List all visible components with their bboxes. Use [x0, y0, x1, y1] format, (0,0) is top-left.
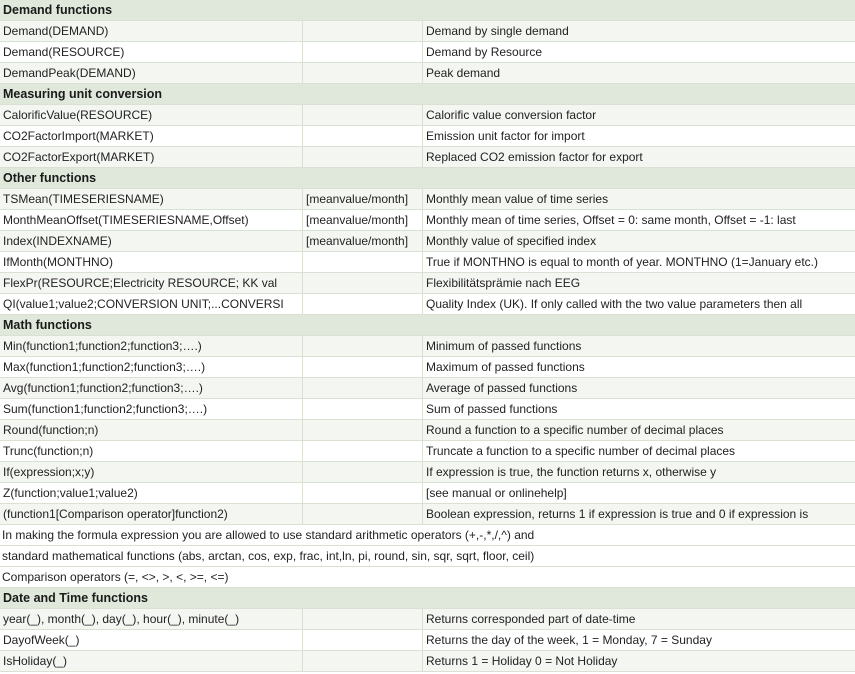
function-description: Monthly value of specified index: [426, 234, 597, 248]
function-name: Trunc(function;n): [0, 441, 303, 461]
function-unit: [meanvalue/month]: [303, 189, 423, 209]
function-unit: [303, 294, 423, 314]
function-row[interactable]: [0, 126, 855, 147]
function-unit: [303, 147, 423, 167]
function-row[interactable]: [0, 273, 855, 294]
function-unit: [303, 399, 423, 419]
function-description: Peak demand: [426, 66, 501, 80]
function-description: [see manual or onlinehelp]: [426, 486, 567, 500]
function-name: CalorificValue(RESOURCE): [0, 105, 303, 125]
section-header-date-and-time-functions: [0, 588, 855, 609]
function-unit: [303, 441, 423, 461]
section-title: Date and Time functions: [3, 591, 148, 605]
function-unit: [303, 126, 423, 146]
section-header-demand-functions: [0, 0, 855, 21]
function-row[interactable]: [0, 336, 855, 357]
function-unit: [303, 357, 423, 377]
function-description: Monthly mean value of time series: [426, 192, 609, 206]
function-unit: [303, 462, 423, 482]
function-name: FlexPr(RESOURCE;Electricity RESOURCE; KK val: [0, 273, 303, 293]
function-unit: [303, 273, 423, 293]
function-description: Truncate a function to a specific number of decimal places: [426, 444, 736, 458]
function-name: Z(function;value1;value2): [0, 483, 303, 503]
function-row[interactable]: [0, 294, 855, 315]
function-description: Boolean expression, returns 1 if expression is true and 0 if expression is: [426, 507, 809, 521]
function-description: Emission unit factor for import: [426, 129, 585, 143]
function-row[interactable]: [0, 105, 855, 126]
function-unit: [303, 252, 423, 272]
function-description: Average of passed functions: [426, 381, 578, 395]
function-unit: [303, 609, 423, 629]
function-unit: [303, 630, 423, 650]
function-name: CO2FactorImport(MARKET): [0, 126, 303, 146]
function-description: Returns the day of the week, 1 = Monday, 7 = Sunday: [426, 633, 712, 647]
function-name: MonthMeanOffset(TIMESERIESNAME,Offset): [0, 210, 303, 230]
function-unit: [303, 483, 423, 503]
function-row[interactable]: [0, 399, 855, 420]
function-description: Round a function to a specific number of decimal places: [426, 423, 724, 437]
function-description: If expression is true, the function returns x, otherwise y: [426, 465, 717, 479]
function-name: QI(value1;value2;CONVERSION UNIT;...CONVERSI: [0, 294, 303, 314]
function-unit: [303, 336, 423, 356]
function-name: IfMonth(MONTHNO): [0, 252, 303, 272]
function-description: Sum of passed functions: [426, 402, 558, 416]
function-name: TSMean(TIMESERIESNAME): [0, 189, 303, 209]
function-row[interactable]: [0, 630, 855, 651]
function-name: DayofWeek(_): [0, 630, 303, 650]
function-name: If(expression;x;y): [0, 462, 303, 482]
note-row: [0, 525, 855, 546]
function-row[interactable]: [0, 42, 855, 63]
function-row[interactable]: [0, 420, 855, 441]
function-description: Replaced CO2 emission factor for export: [426, 150, 643, 164]
function-row[interactable]: [0, 441, 855, 462]
function-description: Maximum of passed functions: [426, 360, 585, 374]
function-description: Quality Index (UK). If only called with the two value parameters then all: [426, 297, 803, 311]
function-unit: [303, 21, 423, 41]
function-unit: [303, 105, 423, 125]
note-row: [0, 567, 855, 588]
function-row[interactable]: [0, 21, 855, 42]
function-row[interactable]: [0, 252, 855, 273]
section-title: Demand functions: [3, 3, 113, 17]
function-unit: [303, 378, 423, 398]
function-unit: [meanvalue/month]: [303, 231, 423, 251]
function-description: Returns corresponded part of date-time: [426, 612, 636, 626]
note-text: standard mathematical functions (abs, arctan, cos, exp, frac, int,ln, pi, round, sin, sqr, sqrt, floor, ceil): [2, 549, 535, 563]
function-row[interactable]: [0, 147, 855, 168]
function-row[interactable]: [0, 609, 855, 630]
section-header-other-functions: [0, 168, 855, 189]
section-header-math-functions: [0, 315, 855, 336]
function-name: Demand(RESOURCE): [0, 42, 303, 62]
function-description: Calorific value conversion factor: [426, 108, 597, 122]
note-text: In making the formula expression you are allowed to use standard arithmetic operators (+,-,*,/,^) and: [2, 528, 535, 542]
function-unit: [303, 420, 423, 440]
function-unit: [303, 504, 423, 524]
function-unit: [303, 63, 423, 83]
function-row[interactable]: [0, 504, 855, 525]
note-row: [0, 546, 855, 567]
function-description: True if MONTHNO is equal to month of year. MONTHNO (1=January etc.): [426, 255, 819, 269]
function-name: Avg(function1;function2;function3;….): [0, 378, 303, 398]
function-unit: [303, 42, 423, 62]
section-title: Other functions: [3, 171, 97, 185]
function-name: (function1[Comparison operator]function2): [0, 504, 303, 524]
section-title: Measuring unit conversion: [3, 87, 163, 101]
function-name: CO2FactorExport(MARKET): [0, 147, 303, 167]
section-header-measuring-unit-conversion: [0, 84, 855, 105]
function-name: Round(function;n): [0, 420, 303, 440]
function-description: Demand by Resource: [426, 45, 543, 59]
function-row[interactable]: [0, 210, 855, 231]
function-description: Returns 1 = Holiday 0 = Not Holiday: [426, 654, 618, 668]
function-row[interactable]: [0, 189, 855, 210]
function-name: year(_), month(_), day(_), hour(_), minute(_): [0, 609, 303, 629]
function-row[interactable]: [0, 462, 855, 483]
function-name: Min(function1;function2;function3;….): [0, 336, 303, 356]
function-name: Demand(DEMAND): [0, 21, 303, 41]
note-text: Comparison operators (=, <>, >, <, >=, <=): [2, 570, 229, 584]
function-name: Index(INDEXNAME): [0, 231, 303, 251]
function-unit: [meanvalue/month]: [303, 210, 423, 230]
function-name: Max(function1;function2;function3;….): [0, 357, 303, 377]
section-title: Math functions: [3, 318, 92, 332]
function-name: IsHoliday(_): [0, 651, 303, 671]
function-name: DemandPeak(DEMAND): [0, 63, 303, 83]
function-description: Monthly mean of time series, Offset = 0: same month, Offset = -1: last: [426, 213, 796, 227]
function-row[interactable]: [0, 357, 855, 378]
function-description: Flexibilitätsprämie nach EEG: [426, 276, 581, 290]
function-row[interactable]: [0, 231, 855, 252]
function-description: Minimum of passed functions: [426, 339, 582, 353]
function-description: Demand by single demand: [426, 24, 569, 38]
function-name: Sum(function1;function2;function3;….): [0, 399, 303, 419]
function-row[interactable]: [0, 651, 855, 672]
function-unit: [303, 651, 423, 671]
function-row[interactable]: [0, 483, 855, 504]
function-row[interactable]: [0, 63, 855, 84]
function-row[interactable]: [0, 378, 855, 399]
